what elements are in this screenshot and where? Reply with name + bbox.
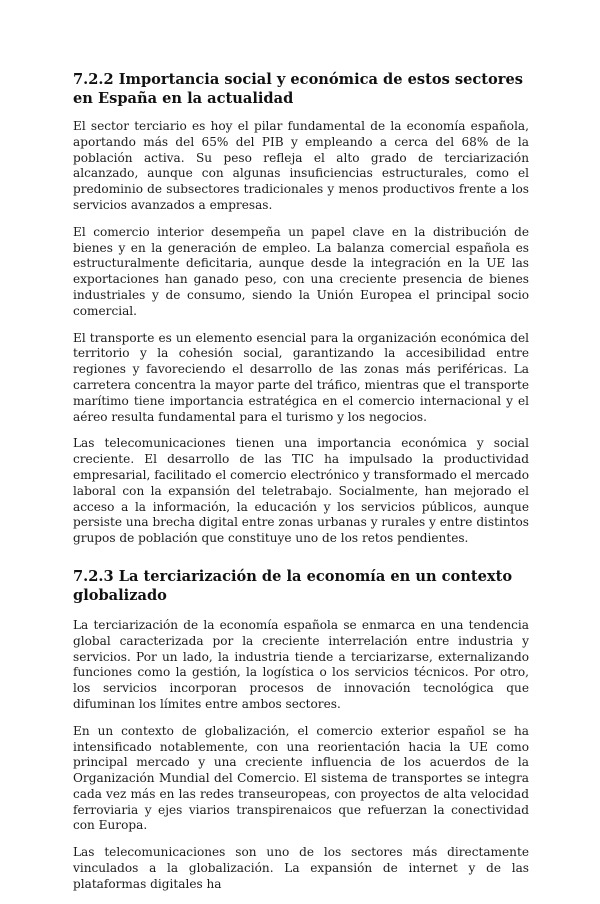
paragraph: El sector terciario es hoy el pilar fundamental de la economía española, aportando más del 65% del PIB y empleando a cerca del 68% de la población activa. Su peso refleja el alto grado de terciarización alcanzado, aunque con algunas insuficiencias estructurales, como el predominio de subsectores tradicionales y menos productivos frente a los servicios avanzados a empresas. (73, 119, 529, 212)
paragraph: La terciarización de la economía española se enmarca en una tendencia global caracterizada por la creciente interrelación entre industria y servicios. Por un lado, la industria tiende a terciarizarse, externalizando funciones como la gestión, la logística o los servicios técnicos. Por otro, los servicios incorporan procesos de innovación tecnológica que difuminan los límites entre ambos sectores. (73, 617, 529, 711)
paragraph: En un contexto de globalización, el comercio exterior español se ha intensificado notablemente, con una reorientación hacia la UE como principal mercado y una creciente influencia de los acuerdos de la Organización Mundial del Comercio. El sistema de transportes se integra cada vez más en las redes transeuropeas, con proyectos de alta velocidad ferroviaria y ejes viarios transpirenaicos que refuerzan la conectividad con Europa. (73, 723, 529, 833)
paragraph: Las telecomunicaciones tienen una importancia económica y social creciente. El desarrollo de las TIC ha impulsado la productividad empresarial, facilitado el comercio electrónico y transformado el mercado laboral con la expansión del teletrabajo. Socialmente, han mejorado el acceso a la información, la educación y los servicios públicos, aunque persiste una brecha digital entre zonas urbanas y rurales y entre distintos grupos de población que constituye uno de los retos pendientes. (73, 436, 529, 546)
paragraph: El comercio interior desempeña un papel clave en la distribución de bienes y en la generación de empleo. La balanza comercial española es estructuralmente deficitaria, aunque desde la integración en la UE las exportaciones han ganado peso, con una creciente presencia de bienes industriales y de consumo, siendo la Unión Europea el principal socio comercial. (73, 224, 529, 318)
section-7-2-3 (73, 567, 529, 893)
section-heading: 7.2.3 La terciarización de la economía en un contexto globalizado (73, 567, 513, 604)
section-7-2-2 (73, 70, 529, 547)
document-page (73, 58, 529, 904)
paragraph: El transporte es un elemento esencial para la organización económica del territorio y la cohesión social, garantizando la accesibilidad entre regiones y favoreciendo el desarrollo de las zonas más periféricas. La carretera concentra la mayor parte del tráfico, mientras que el transporte marítimo tiene importancia estratégica en el comercio internacional y el aéreo resulta fundamental para el turismo y los negocios. (73, 330, 529, 424)
paragraph: Las telecomunicaciones son uno de los sectores más directamente vinculados a la globalización. La expansión de internet y de las plataformas digitales ha (73, 845, 529, 891)
section-heading: 7.2.2 Importancia social y económica de estos sectores en España en la actualidad (73, 71, 523, 107)
